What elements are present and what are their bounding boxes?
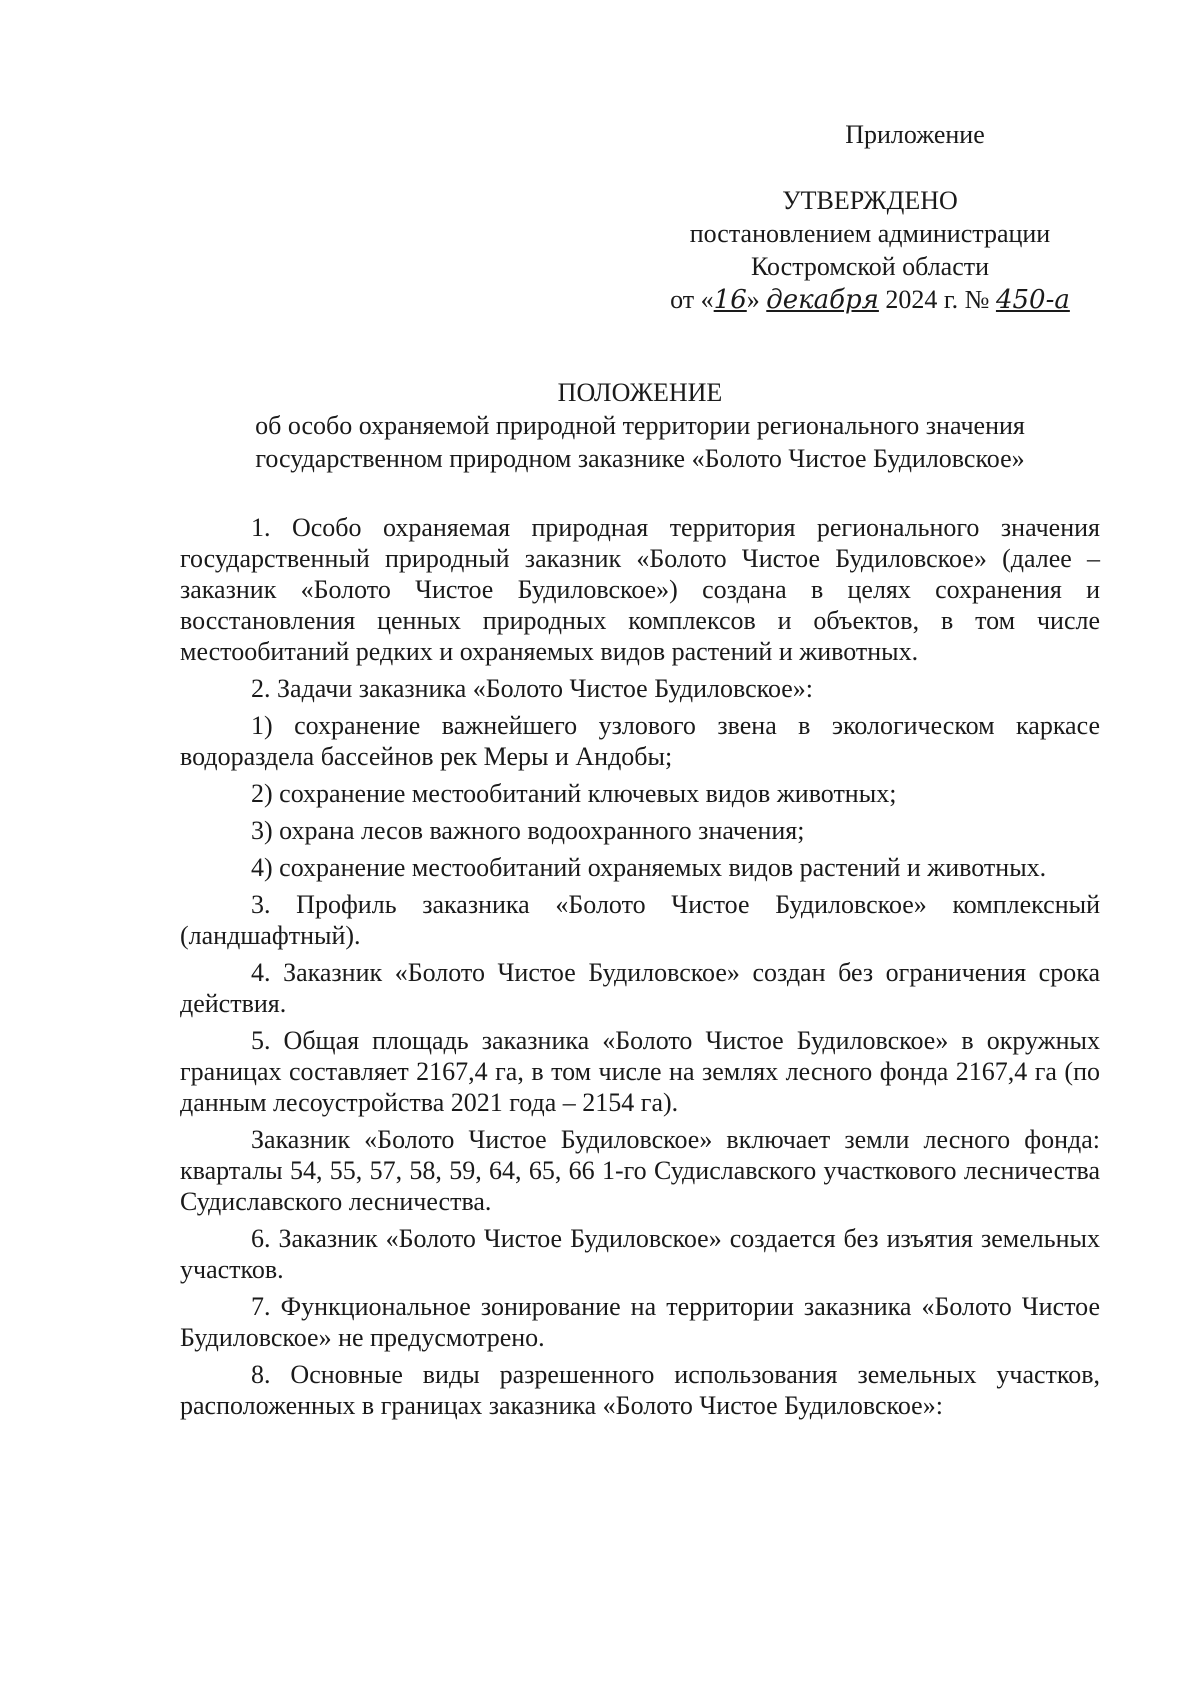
approved-stamp: УТВЕРЖДЕНО (782, 186, 958, 215)
paragraph-5: 5. Общая площадь заказника «Болото Чистое Будиловское» в окружных границах составляет 2167,4 га, в том числе на землях лесного фонда 2167,4 га (по данным лесоустройства 2021 года – 2154 га). (180, 1026, 1100, 1117)
paragraph-8: 8. Основные виды разрешенного использования земельных участков, расположенных в границах заказника «Болото Чистое Будиловское»: (180, 1360, 1100, 1420)
document-title (180, 376, 1100, 475)
list-item-1: 1) сохранение важнейшего узлового звена в экологическом каркасе водораздела бассейнов рек Меры и Андобы; (180, 711, 1100, 771)
approval-block (640, 118, 1100, 317)
document-body (180, 512, 1100, 1427)
paragraph-5-continued: Заказник «Болото Чистое Будиловское» включает земли лесного фонда: кварталы 54, 55, 57, 58, 59, 64, 65, 66 1-го Судиславского участкового лесничества Судиславского лесничества. (180, 1125, 1100, 1216)
approval-date-line (640, 283, 1100, 317)
list-item-4: 4) сохранение местообитаний охраняемых видов растений и животных. (251, 853, 1047, 882)
list-item-3: 3) охрана лесов важного водоохранного значения; (251, 816, 805, 845)
date-year: 2024 г. № (885, 285, 990, 314)
paragraph-7: 7. Функциональное зонирование на территории заказника «Болото Чистое Будиловское» не предусмотрено. (180, 1292, 1100, 1352)
approval-line-1: постановлением администрации (689, 219, 1051, 248)
approval-line-2: Костромской области (750, 252, 990, 281)
handwritten-month: декабря (766, 285, 879, 315)
handwritten-number: 450-а (995, 285, 1070, 315)
paragraph-4: 4. Заказник «Болото Чистое Будиловское» создан без ограничения срока действия. (180, 958, 1100, 1018)
title-line-2: государственном природном заказнике «Болото Чистое Будиловское» (255, 444, 1025, 473)
paragraph-6: 6. Заказник «Болото Чистое Будиловское» создается без изъятия земельных участков. (180, 1224, 1100, 1284)
date-day-close: » (746, 285, 760, 314)
handwritten-day: 16 (713, 285, 747, 315)
paragraph-2: 2. Задачи заказника «Болото Чистое Будиловское»: (251, 674, 814, 703)
appendix-label: Приложение (845, 120, 985, 149)
paragraph-3: 3. Профиль заказника «Болото Чистое Будиловское» комплексный (ландшафтный). (180, 890, 1100, 950)
paragraph-1: 1. Особо охраняемая природная территория регионального значения государственный природный заказник «Болото Чистое Будиловское» (далее – заказник «Болото Чистое Будиловское») создана в целях сохранения и восстановления ценных природных комплексов и объектов, в том числе местообитаний редких и охраняемых видов растений и животных. (180, 513, 1100, 666)
title-heading: ПОЛОЖЕНИЕ (557, 378, 723, 407)
list-item-2: 2) сохранение местообитаний ключевых видов животных; (251, 779, 897, 808)
title-line-1: об особо охраняемой природной территории регионального значения (255, 411, 1025, 440)
date-prefix: от « (670, 285, 714, 314)
